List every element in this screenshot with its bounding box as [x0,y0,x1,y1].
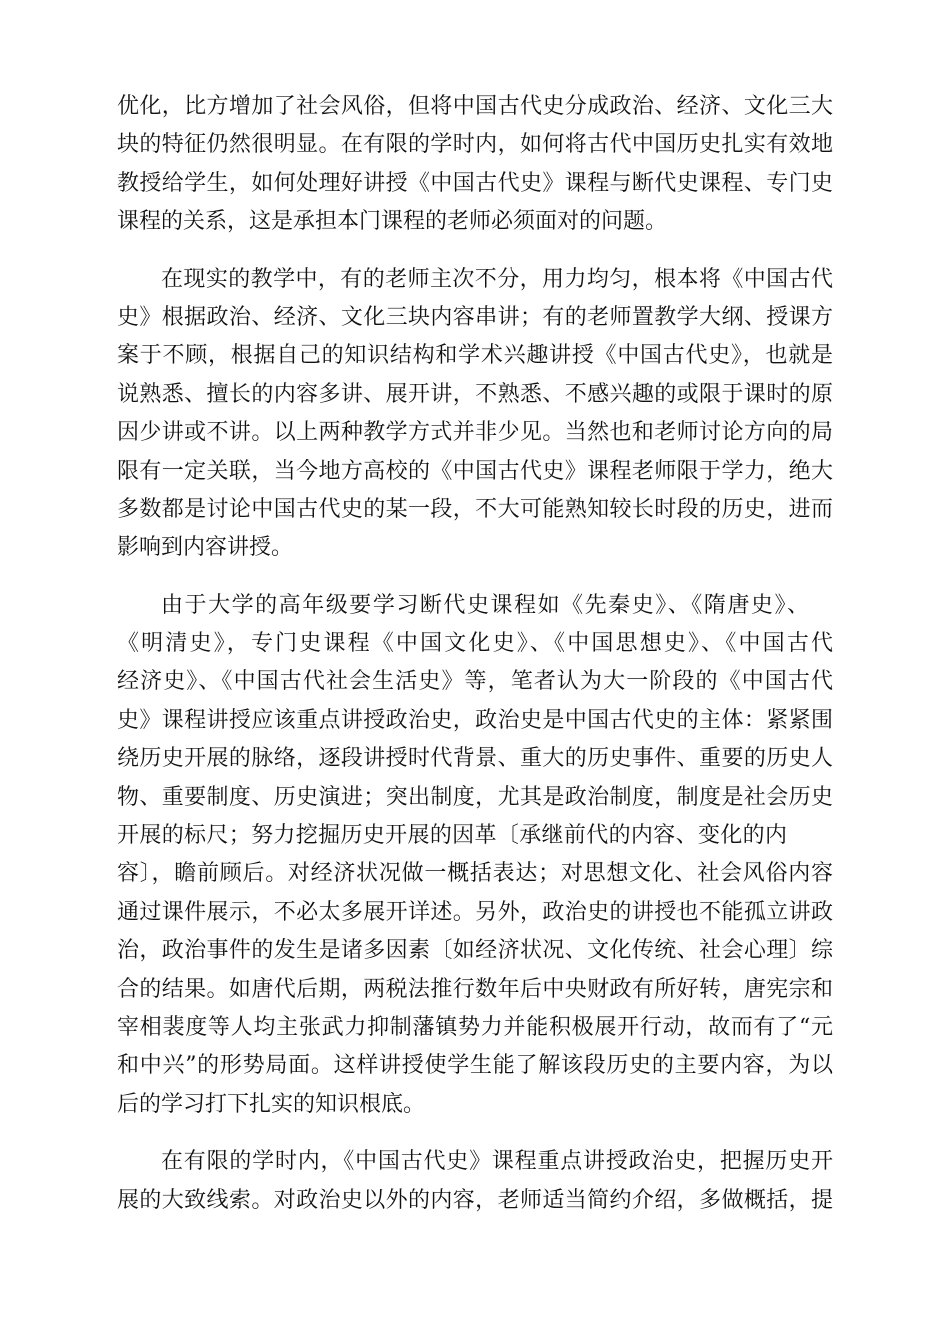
text-line: 容〕，瞻前顾后。对经济状况做一概括表达；对思想文化、社会风俗内容 [117,861,833,887]
text-line: 物、重要制度、历史演进；突出制度，尤其是政治制度，制度是社会历史 [117,784,833,810]
document-page [117,88,833,1239]
text-line: 和中兴”的形势局面。这样讲授使学生能了解该段历史的主要内容，为以 [117,1053,833,1079]
paragraph-1 [117,88,833,242]
text-line: 绕历史开展的脉络，逐段讲授时代背景、重大的历史事件、重要的历史人 [117,746,833,772]
text-line: 在现实的教学中，有的老师主次不分，用力均匀，根本将《中国古代 [161,266,833,292]
text-line: 展的大致线索。对政治史以外的内容，老师适当简约介绍，多做概括，提 [117,1187,833,1213]
text-line: 由于大学的高年级要学习断代史课程如《先秦史》、《隋唐史》、 [161,592,809,618]
text-line: 多数都是讨论中国古代史的某一段，不大可能熟知较长时段的历史，进而 [117,496,833,522]
text-line: 史》根据政治、经济、文化三块内容串讲；有的老师置教学大纲、授课方 [117,304,833,330]
text-line: 合的结果。如唐代后期，两税法推行数年后中央财政有所好转，唐宪宗和 [117,976,833,1002]
paragraph-3 [117,587,833,1124]
text-line: 因少讲或不讲。以上两种教学方式并非少见。当然也和老师讨论方向的局 [117,420,833,446]
text-line: 开展的标尺；努力挖掘历史开展的因革〔承继前代的内容、变化的内 [117,823,787,849]
text-line: 优化，比方增加了社会风俗，但将中国古代史分成政治、经济、文化三大 [117,94,833,119]
text-line: 史》课程讲授应该重点讲授政治史，政治史是中国古代史的主体：紧紧围 [117,707,833,733]
text-line: 经济史》、《中国古代社会生活史》等，笔者认为大一阶段的《中国古代 [117,669,833,695]
text-line: 课程的关系，这是承担本门课程的老师必须面对的问题。 [117,209,668,235]
text-line: 说熟悉、擅长的内容多讲、展开讲，不熟悉、不感兴趣的或限于课时的原 [117,381,833,407]
text-line: 案于不顾，根据自己的知识结构和学术兴趣讲授《中国古代史》，也就是 [117,343,833,369]
text-line: 教授给学生，如何处理好讲授《中国古代史》课程与断代史课程、专门史 [117,170,833,196]
text-line: 治，政治事件的发生是诸多因素〔如经济状况、文化传统、社会心理〕综 [117,938,833,964]
text-line: 块的特征仍然很明显。在有限的学时内，如何将古代中国历史扎实有效地 [117,132,833,158]
paragraph-2 [117,261,833,568]
text-line: 通过课件展示，不必太多展开详述。另外，政治史的讲授也不能孤立讲政 [117,899,833,925]
text-line: 在有限的学时内，《中国古代史》课程重点讲授政治史，把握历史开 [161,1149,833,1175]
text-line: 《明清史》，专门史课程《中国文化史》、《中国思想史》、《中国古代 [117,631,833,657]
text-line: 影响到内容讲授。 [117,535,294,561]
text-line: 后的学习打下扎实的知识根底。 [117,1091,426,1117]
text-line: 限有一定关联，当今地方高校的《中国古代史》课程老师限于学力，绝大 [117,458,833,484]
paragraph-4 [117,1143,833,1220]
text-line: 宰相裴度等人均主张武力抑制藩镇势力并能积极展开行动，故而有了“元 [117,1014,833,1040]
